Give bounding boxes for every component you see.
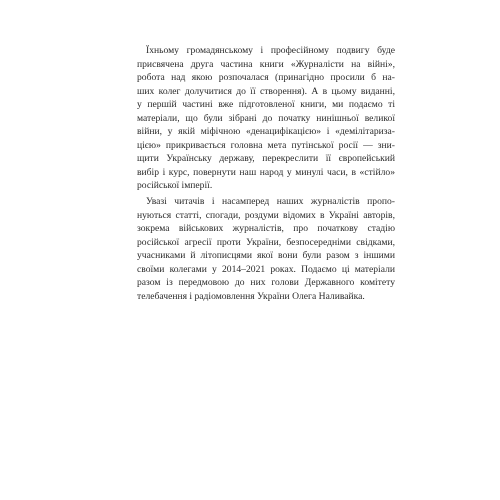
paragraph-2 <box>137 195 395 303</box>
text-line: разом із передмовою до них голови Державного комітету <box>137 277 395 289</box>
text-line: телебачення і радіомовлення України Олега Наливайка. <box>137 290 365 302</box>
text-line: присвячена друга частина книги «Журналісти на війні», <box>137 58 395 70</box>
text-line: нуються статті, спогади, роздуми відомих в Україні авторів, <box>137 209 395 221</box>
text-line: війни, у якій міфічною «денацифікацією» і «демілітаризa- <box>137 126 395 138</box>
text-line: російської агресії проти України, безпосередніми свідками, <box>137 236 395 248</box>
body-text <box>137 44 395 303</box>
text-line: вибір і курс, повернути наш народ у минулі часи, в «стійло» <box>137 166 395 178</box>
paragraph-1 <box>137 44 395 193</box>
text-line: зокрема військових журналістів, про початкову стадію <box>137 223 395 235</box>
text-line: своїми колегами у 2014–2021 роках. Подаємо ці матеріали <box>137 263 395 275</box>
text-line: ших колег долучитися до її створення). А в цьому виданні, <box>137 85 395 97</box>
text-line: учасниками й літописцями якої вони були разом з іншими <box>137 250 395 262</box>
text-line: щити Українську державу, перекреслити її європейський <box>137 153 395 165</box>
text-line: Їхньому громадянському і професійному подвигу буде <box>146 45 395 56</box>
text-line: цією» прикривається головна мета путінської росії — зни- <box>137 139 395 151</box>
text-line: російської імперії. <box>137 180 213 192</box>
text-line: у першій частині вже підготовленої книги, ми подаємо ті <box>137 99 395 111</box>
text-line: робота над якою розпочалася (принагідно просили б на- <box>137 72 395 84</box>
text-line: Увазі читачів і насамперед наших журналістів пропо- <box>146 196 395 208</box>
text-line: матеріали, що були зібрані до початку нинішньої великої <box>137 112 395 124</box>
